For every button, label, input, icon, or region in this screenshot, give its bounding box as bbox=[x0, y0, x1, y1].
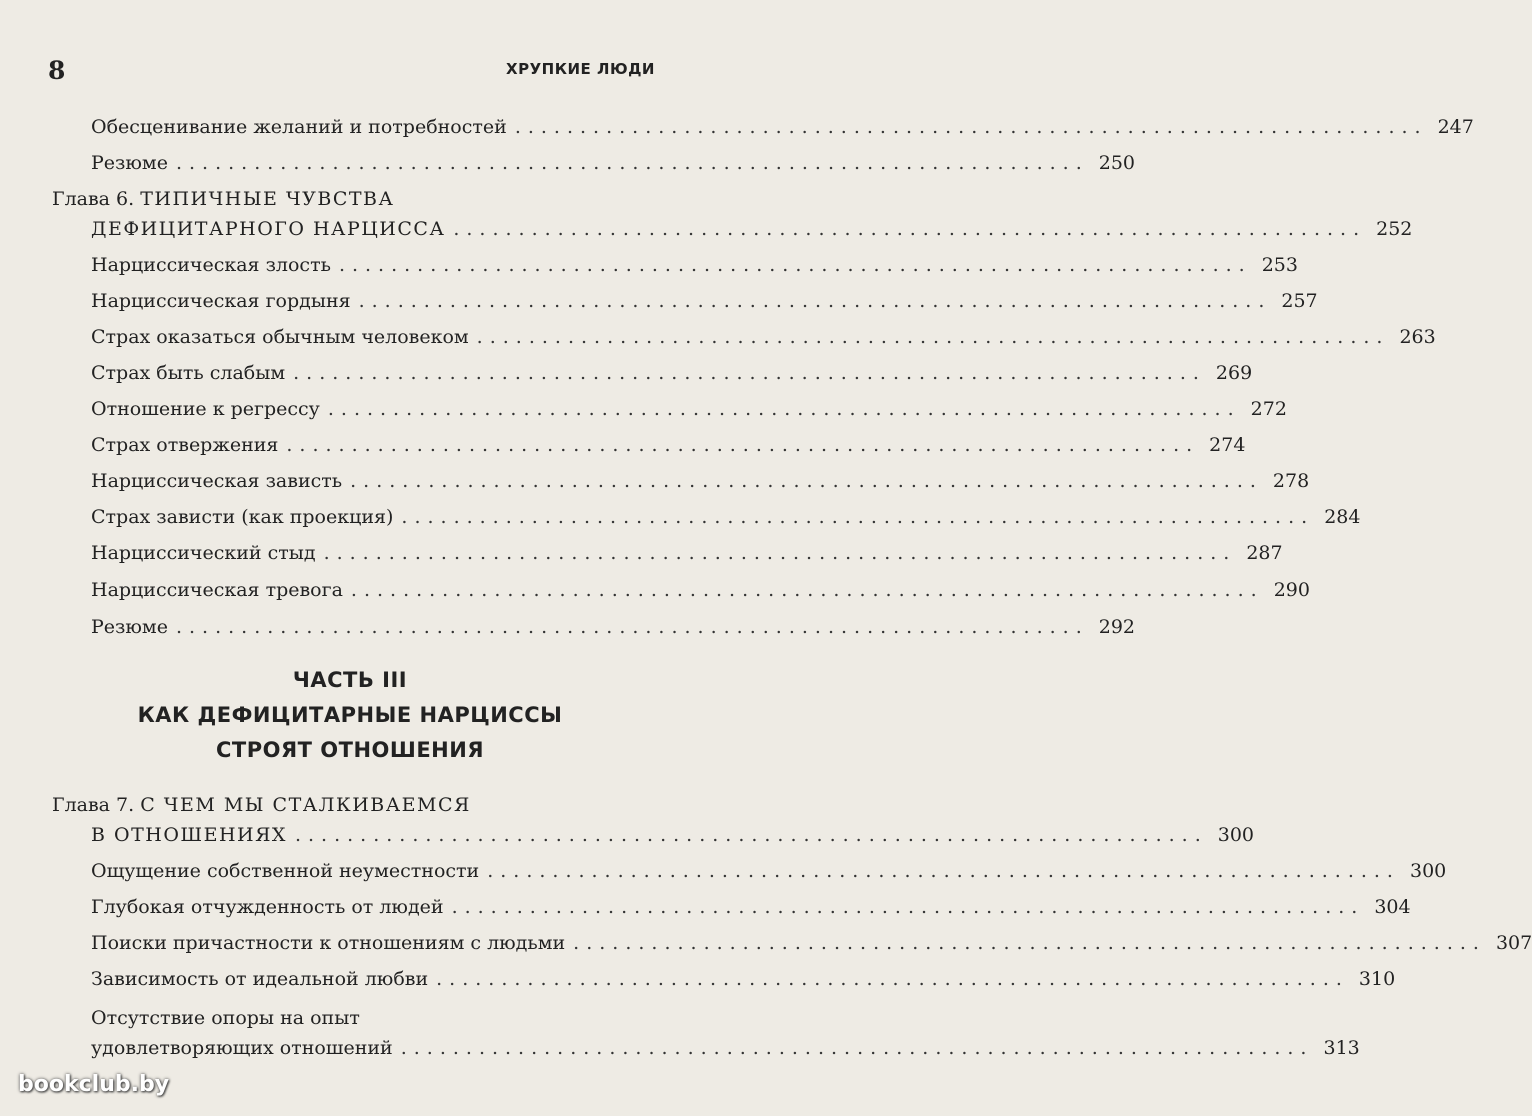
toc-entry-page: 278 bbox=[1272, 470, 1310, 492]
toc-entry: Обесценивание желаний и потребностей ...................................................................... 247 bbox=[91, 116, 1474, 138]
toc-entry-title: Страх отвержения bbox=[91, 434, 279, 456]
chapter-title-line1: С ЧЕМ МЫ СТАЛКИВАЕМСЯ bbox=[140, 794, 471, 816]
toc-entry-page: 304 bbox=[1374, 896, 1411, 918]
toc-entry-title: Ощущение собственной неуместности bbox=[91, 860, 480, 882]
toc-entry-page: 250 bbox=[1098, 152, 1136, 174]
toc-entry-page: 307 bbox=[1495, 932, 1532, 954]
toc-entry-page: 274 bbox=[1209, 434, 1246, 456]
toc-entry-title: Страх зависти (как проекция) bbox=[91, 506, 394, 528]
toc-entry: Отношение к регрессу ...................................................................... 272 bbox=[91, 398, 1287, 420]
toc-entry-title: Резюме bbox=[91, 152, 168, 174]
toc-entry: удовлетворяющих отношений ...................................................................... 313 bbox=[91, 1037, 1360, 1059]
part-title-line2: КАК ДЕФИЦИТАРНЫЕ НАРЦИССЫ bbox=[137, 703, 563, 727]
toc-entry-title: Глубокая отчужденность от людей bbox=[91, 896, 444, 918]
toc-entry-title: удовлетворяющих отношений bbox=[91, 1037, 393, 1059]
toc-entry-page: 272 bbox=[1250, 398, 1287, 420]
toc-entry-page: 253 bbox=[1261, 254, 1298, 276]
part-title-line1: ЧАСТЬ III bbox=[292, 668, 408, 692]
chapter-page: 252 bbox=[1376, 218, 1413, 240]
chapter-title-line2: ДЕФИЦИТАРНОГО НАРЦИССА bbox=[91, 218, 446, 240]
toc-entry: Нарциссическая тревога ...................................................................... 290 bbox=[91, 579, 1310, 601]
toc-entry-page: 300 bbox=[1409, 860, 1447, 882]
running-title: ХРУПКИЕ ЛЮДИ bbox=[506, 60, 655, 78]
toc-entry: Нарциссическая зависть ...................................................................... 278 bbox=[91, 470, 1310, 492]
toc-entry-title: Зависимость от идеальной любви bbox=[91, 968, 429, 990]
toc-entry-page: 284 bbox=[1324, 506, 1361, 528]
chapter-prefix: Глава 6. bbox=[52, 188, 141, 210]
toc-entry-page: 310 bbox=[1358, 968, 1396, 990]
toc-entry-page: 257 bbox=[1281, 290, 1318, 312]
toc-entry-page: 269 bbox=[1215, 362, 1253, 384]
toc-entry: Нарциссический стыд ...................................................................... 287 bbox=[91, 542, 1283, 564]
chapter-heading bbox=[52, 793, 471, 817]
toc-entry-page: 313 bbox=[1323, 1037, 1360, 1059]
toc-entry-page: 287 bbox=[1246, 542, 1283, 564]
toc-entry-title: Нарциссическая тревога bbox=[91, 579, 343, 601]
toc-entry: Нарциссическая гордыня ...................................................................... 257 bbox=[91, 290, 1318, 312]
toc-entry-title: Поиски причастности к отношениям с людьми bbox=[91, 932, 566, 954]
chapter-title-line1: ТИПИЧНЫЕ ЧУВСТВА bbox=[140, 188, 395, 210]
toc-entry: Ощущение собственной неуместности ...................................................................... 300 bbox=[91, 860, 1447, 882]
toc-entry-page: 292 bbox=[1098, 616, 1136, 638]
toc-entry-page: 247 bbox=[1437, 116, 1474, 138]
toc-entry-title: Резюме bbox=[91, 616, 168, 638]
chapter-prefix: Глава 7. bbox=[52, 794, 141, 816]
toc-entry-title: Нарциссическая злость bbox=[91, 254, 331, 276]
toc-entry: Страх отвержения ...................................................................... 274 bbox=[91, 434, 1246, 456]
chapter-heading-line2: ДЕФИЦИТАРНОГО НАРЦИССА ...................................................................... 252 bbox=[91, 218, 1413, 240]
toc-entry: Зависимость от идеальной любви ...................................................................... 310 bbox=[91, 968, 1396, 990]
page-number: 8 bbox=[48, 56, 66, 85]
toc-entry-page: 290 bbox=[1273, 579, 1310, 601]
toc-entry-title: Обесценивание желаний и потребностей bbox=[91, 116, 507, 138]
toc-entry-title: Отношение к регрессу bbox=[91, 398, 320, 420]
toc-entry-page: 263 bbox=[1399, 326, 1436, 348]
toc-entry: Страх быть слабым ...................................................................... 269 bbox=[91, 362, 1253, 384]
toc-entry: Нарциссическая злость ...................................................................... 253 bbox=[91, 254, 1298, 276]
chapter-heading-line2: В ОТНОШЕНИЯХ ...................................................................... 300 bbox=[91, 824, 1255, 846]
chapter-title-line2: В ОТНОШЕНИЯХ bbox=[91, 824, 287, 846]
part-title-line3: СТРОЯТ ОТНОШЕНИЯ bbox=[216, 738, 484, 762]
toc-entry-title: Страх быть слабым bbox=[91, 362, 286, 384]
watermark: bookclub.by bbox=[18, 1072, 170, 1097]
toc-entry: Глубокая отчужденность от людей ...................................................................... 304 bbox=[91, 896, 1411, 918]
toc-entry: Страх оказаться обычным человеком ...................................................................... 263 bbox=[91, 326, 1436, 348]
toc-entry: Страх зависти (как проекция) ...................................................................... 284 bbox=[91, 506, 1361, 528]
chapter-page: 300 bbox=[1217, 824, 1255, 846]
toc-entry-title: Нарциссическая гордыня bbox=[91, 290, 351, 312]
toc-entry: Поиски причастности к отношениям с людьми ...................................................................... 307 bbox=[91, 932, 1532, 954]
toc-entry-title: Страх оказаться обычным человеком bbox=[91, 326, 469, 348]
toc-entry: Резюме ...................................................................... 292 bbox=[91, 616, 1136, 638]
chapter-heading bbox=[52, 187, 394, 211]
toc-entry-line1: Отсутствие опоры на опыт bbox=[91, 1007, 360, 1029]
toc-entry-title: Нарциссическая зависть bbox=[91, 470, 343, 492]
toc-entry-title: Нарциссический стыд bbox=[91, 542, 316, 564]
toc-entry: Резюме ...................................................................... 250 bbox=[91, 152, 1136, 174]
